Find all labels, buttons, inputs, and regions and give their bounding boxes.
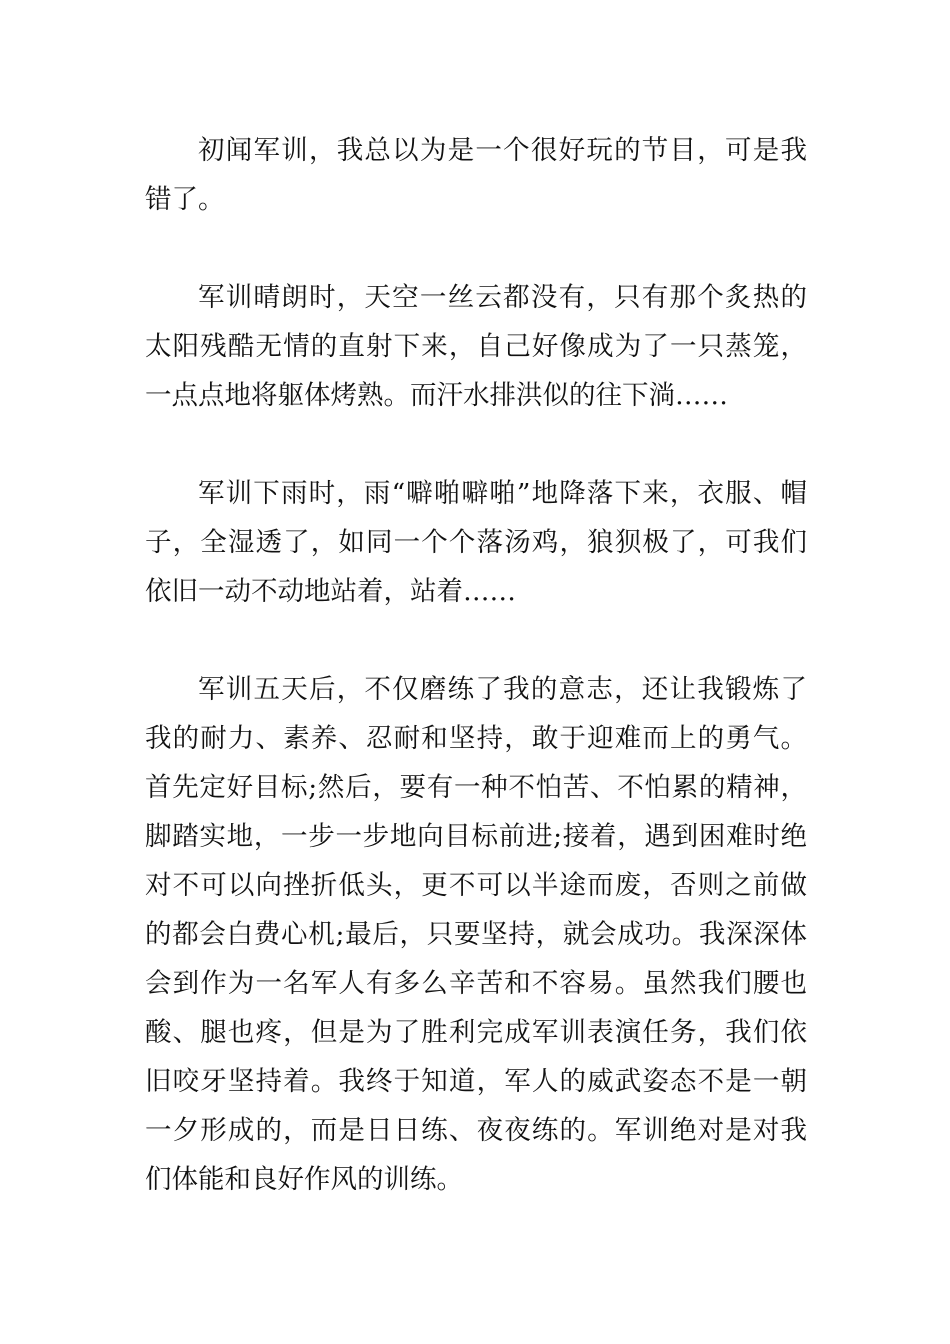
document-body bbox=[145, 126, 807, 1204]
paragraph-2: 军训晴朗时，天空一丝云都没有，只有那个炙热的太阳残酷无情的直射下来，自己好像成为了一只蒸笼，一点点地将躯体烤熟。而汗水排洪似的往下淌…… bbox=[145, 282, 807, 411]
paragraph-4: 军训五天后，不仅磨练了我的意志，还让我锻炼了我的耐力、素养、忍耐和坚持，敢于迎难而上的勇气。首先定好目标;然后，要有一种不怕苦、不怕累的精神，脚踏实地，一步一步地向目标前进;接着，遇到困难时绝对不可以向挫折低头，更不可以半途而废，否则之前做的都会白费心机;最后，只要坚持，就会成功。我深深体会到作为一名军人有多么辛苦和不容易。虽然我们腰也酸、腿也疼，但是为了胜利完成军训表演任务，我们依旧咬牙坚持着。我终于知道，军人的威武姿态不是一朝一夕形成的，而是日日练、夜夜练的。军训绝对是对我们体能和良好作风的训练。 bbox=[145, 674, 807, 1195]
paragraph-1: 初闻军训，我总以为是一个很好玩的节目，可是我错了。 bbox=[145, 135, 807, 215]
paragraph-3: 军训下雨时，雨“噼啪噼啪”地降落下来，衣服、帽子，全湿透了，如同一个个落汤鸡，狼狈极了，可我们依旧一动不动地站着，站着…… bbox=[145, 478, 807, 607]
